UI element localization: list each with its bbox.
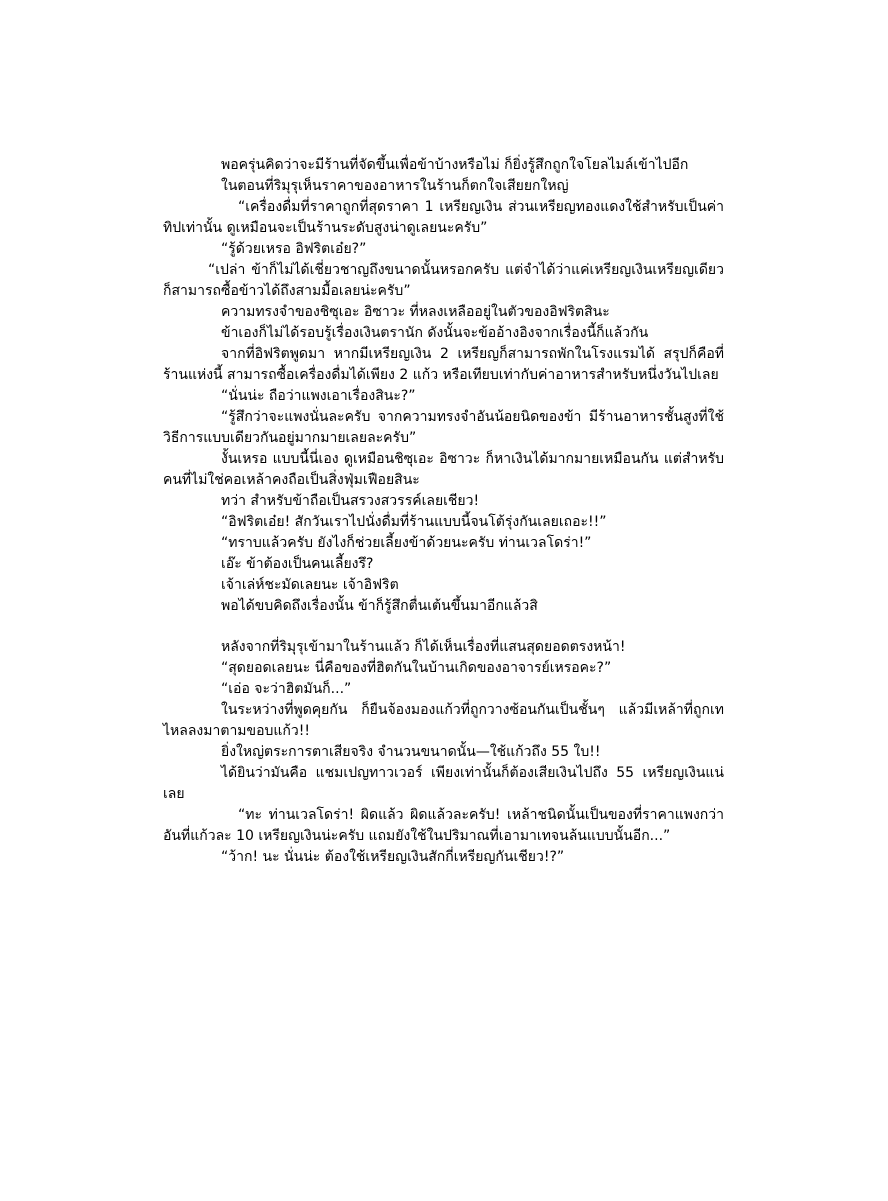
section-break bbox=[163, 617, 724, 637]
paragraph: “ว้าก! นะ นั่นน่ะ ต้องใช้เหรียญเงินสักกี่เหรียญกันเชียว!?” bbox=[221, 849, 565, 865]
paragraph: เอ๊ะ ข้าต้องเป็นคนเลี้ยงรึ? bbox=[221, 556, 374, 572]
paragraph: “เปล่า ข้าก็ไม่ได้เชี่ยวชาญถึงขนาดนั้นหรอกครับ แต่จำได้ว่าแค่เหรียญเงินเหรียญเดียวก็สามารถซื้อข้าวได้ถึงสามมื้อเลยน่ะครับ” bbox=[163, 262, 724, 299]
paragraph: ทว่า สำหรับข้าถือเป็นสรวงสวรรค์เลยเชียว! bbox=[221, 493, 480, 509]
paragraph: ความทรงจำของชิซุเอะ อิซาวะ ที่หลงเหลืออยู่ในตัวของอิฟริตสินะ bbox=[221, 304, 610, 320]
paragraph: ยิ่งใหญ่ตระการตาเสียจริง จำนวนขนาดนั้น—ใช้แก้วถึง 55 ใบ!! bbox=[221, 744, 601, 760]
paragraph: “สุดยอดเลยนะ นี่คือของที่ฮิตกันในบ้านเกิดของอาจารย์เหรอคะ?” bbox=[221, 660, 612, 676]
paragraph: ได้ยินว่ามันคือ แชมเปญทาวเวอร์ เพียงเท่านั้นก็ต้องเสียเงินไปถึง 55 เหรียญเงินแน่เลย bbox=[163, 765, 724, 802]
paragraph: พอครุ่นคิดว่าจะมีร้านที่จัดขึ้นเพื่อข้าบ้างหรือไม่ ก็ยิ่งรู้สึกถูกใจโยลไมล์เข้าไปอีก bbox=[221, 157, 689, 173]
paragraph: พอได้ขบคิดถึงเรื่องนั้น ข้าก็รู้สึกตื่นเต้นขึ้นมาอีกแล้วสิ bbox=[221, 598, 538, 614]
paragraph: “อิฟริตเอ๋ย! สักวันเราไปนั่งดื่มที่ร้านแบบนี้จนโต้รุ่งกันเลยเถอะ!!” bbox=[221, 514, 607, 530]
paragraph: ในตอนที่ริมุรุเห็นราคาของอาหารในร้านก็ตกใจเสียยกใหญ่ bbox=[221, 178, 569, 194]
paragraph: ข้าเองก็ไม่ได้รอบรู้เรื่องเงินตรานัก ดังนั้นจะข้ออ้างอิงจากเรื่องนี้ก็แล้วกัน bbox=[221, 325, 649, 341]
paragraph: “รู้สึกว่าจะแพงนั่นละครับ จากความทรงจำอันน้อยนิดของข้า มีร้านอาหารชั้นสูงที่ใช้วิธีการแบบเดียวกันอยู่มากมายเลยละครับ” bbox=[163, 409, 724, 446]
paragraph: เจ้าเล่ห์ชะมัดเลยนะ เจ้าอิฟริต bbox=[221, 577, 399, 593]
paragraph: หลังจากที่ริมุรุเข้ามาในร้านแล้ว ก็ได้เห็นเรื่องที่แสนสุดยอดตรงหน้า! bbox=[221, 639, 626, 655]
paragraph: จากที่อิฟริตพูดมา หากมีเหรียญเงิน 2 เหรียญก็สามารถพักในโรงแรมได้ สรุปก็คือที่ร้านแห่งนี้ สามารถซื้อเครื่องดื่มได้เพียง 2 แก้ว หรือเทียบเท่ากับค่าอาหารสำหรับหนึ่งวันไปเลย bbox=[163, 346, 724, 383]
paragraph: “ทราบแล้วครับ ยังไงก็ช่วยเลี้ยงข้าด้วยนะครับ ท่านเวลโดร่า!” bbox=[221, 535, 592, 551]
paragraph: งั้นเหรอ แบบนี้นี่เอง ดูเหมือนชิซุเอะ อิซาวะ ก็หาเงินได้มากมายเหมือนกัน แต่สำหรับคนที่ไม่ใช่คอเหล้าคงถือเป็นสิ่งฟุ่มเฟือยสินะ bbox=[163, 451, 724, 488]
paragraph: ในระหว่างที่พูดคุยกัน ก็ยืนจ้องมองแก้วที่ถูกวางซ้อนกันเป็นชั้นๆ แล้วมีเหล้าที่ถูกเทไหลลงมาตามขอบแก้ว!! bbox=[163, 702, 724, 739]
body-text bbox=[163, 155, 724, 868]
paragraph: “นั่นน่ะ ถือว่าแพงเอาเรื่องสินะ?” bbox=[221, 388, 416, 404]
paragraph: “รู้ด้วยเหรอ อิฟริตเอ๋ย?” bbox=[221, 241, 367, 257]
paragraph: “ทะ ท่านเวลโดร่า! ผิดแล้ว ผิดแล้วละครับ! เหล้าชนิดนั้นเป็นของที่ราคาแพงกว่าอันที่แก้วละ 10 เหรียญเงินน่ะครับ แถมยังใช้ในปริมาณที่เอามาเทจนล้นแบบนั้นอีก...” bbox=[163, 807, 724, 844]
paragraph: “เอ่อ จะว่าฮิตมันก็...” bbox=[221, 681, 352, 697]
paragraph: “เครื่องดื่มที่ราคาถูกที่สุดราคา 1 เหรียญเงิน ส่วนเหรียญทองแดงใช้สำหรับเป็นค่าทิปเท่านั้น ดูเหมือนจะเป็นร้านระดับสูงน่าดูเลยนะครับ” bbox=[163, 199, 724, 236]
